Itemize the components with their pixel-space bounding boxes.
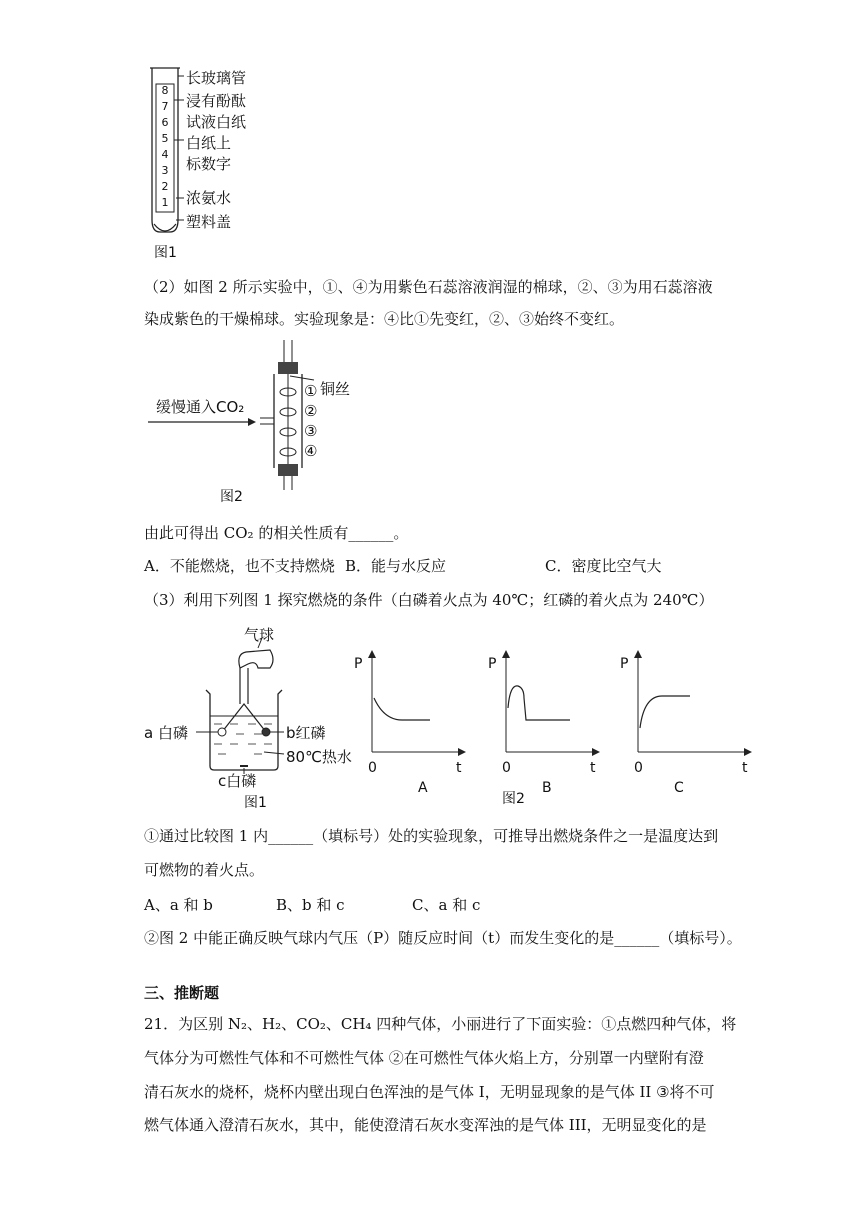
graph-c-y-label: P	[620, 656, 629, 672]
q2-line-1: （2）如图 2 所示实验中，①、④为用紫色石蕊溶液润湿的棉球，②、③为用石蕊溶液	[144, 278, 713, 296]
figure-caption: 图2	[220, 489, 243, 505]
q3-1-option-c: C、a 和 c	[412, 896, 481, 914]
tube-number: 3	[161, 164, 169, 177]
tube-number: 7	[161, 100, 169, 113]
copper-wire-label: 铜丝	[320, 380, 351, 398]
graph-b-label: B	[542, 780, 552, 796]
q3-2: ②图 2 中能正确反映气球内气压（P）随反应时间（t）而发生变化的是______（填标号）。	[144, 929, 742, 947]
q3-1-option-b: B、b 和 c	[276, 896, 345, 914]
ball-label-1: ①	[304, 382, 318, 400]
graph-c-origin: 0	[634, 760, 643, 776]
graph-a-x-label: t	[456, 760, 462, 776]
q2-option-b: B．能与水反应	[345, 557, 447, 575]
graph-a-origin: 0	[368, 760, 377, 776]
graph-a	[340, 648, 470, 798]
label-soaked: 浸有酚酞	[186, 92, 247, 110]
q2-option-c: C．密度比空气大	[545, 557, 662, 575]
graph-b-origin: 0	[502, 760, 511, 776]
tube-number: 6	[161, 116, 169, 129]
column-diagram	[144, 340, 384, 510]
q2-option-a: A．不能燃烧，也不支持燃烧	[144, 557, 335, 575]
hot-water-label: 80℃热水	[286, 748, 352, 766]
q3-1-line-2: 可燃物的着火点。	[144, 861, 265, 879]
section-heading: 三、推断题	[144, 984, 220, 1002]
label-paper: 试液白纸	[186, 113, 247, 131]
red-phosphorus-b-label: b红磷	[286, 724, 326, 742]
q21-line-1: 21．为区别 N₂、H₂、CO₂、CH₄ 四种气体，小丽进行了下面实验：①点燃四种气体，将	[144, 1015, 737, 1033]
label-white-paper: 白纸上	[186, 134, 232, 152]
graph-c	[606, 648, 756, 798]
figure-tube	[140, 60, 280, 260]
tube-number: 4	[161, 148, 169, 161]
q21-line-2: 气体分为可燃性气体和不可燃性气体 ②在可燃性气体火焰上方，分别罩一内壁附有澄	[144, 1049, 704, 1067]
balloon-label: 气球	[244, 626, 275, 644]
white-phosphorus-c-label: c白磷	[218, 772, 257, 790]
q2-conclusion: 由此可得出 CO₂ 的相关性质有______。	[144, 524, 409, 542]
label-ammonia: 浓氨水	[186, 189, 232, 207]
white-phosphorus-a-label: a 白磷	[144, 724, 188, 742]
tube-number: 8	[161, 84, 169, 97]
tube-number: 1	[161, 196, 169, 209]
graph-a-y-label: P	[354, 656, 363, 672]
ball-label-2: ②	[304, 402, 318, 420]
graph-c-label: C	[674, 780, 684, 796]
tube-number: 5	[161, 132, 169, 145]
q2-line-2: 染成紫色的干燥棉球。实验现象是：④比①先变红，②、③始终不变红。	[144, 310, 625, 328]
figure-column	[144, 340, 384, 510]
q21-line-4: 燃气体通入澄清石灰水，其中，能使澄清石灰水变浑浊的是气体 III，无明显变化的是	[144, 1116, 707, 1134]
inlet-label: 缓慢通入CO₂	[156, 398, 245, 416]
q3-1-option-a: A、a 和 b	[144, 896, 213, 914]
figure-beaker	[144, 624, 364, 814]
graph-b-x-label: t	[590, 760, 596, 776]
graph-b	[474, 648, 604, 807]
tube-number: 2	[161, 180, 169, 193]
label-cap: 塑料盖	[186, 213, 232, 231]
graph-a-label: A	[418, 780, 428, 796]
graph-b-y-label: P	[488, 656, 497, 672]
graph-c-x-label: t	[742, 760, 748, 776]
label-glass-tube: 长玻璃管	[186, 69, 247, 87]
figure-caption: 图1	[154, 245, 177, 261]
q3-1-line-1: ①通过比较图 1 内______（填标号）处的实验现象，可推导出燃烧条件之一是温度达到	[144, 827, 719, 845]
label-numbers: 标数字	[186, 155, 232, 173]
q3-intro: （3）利用下列图 1 探究燃烧的条件（白磷着火点为 40℃；红磷的着火点为 240℃）	[144, 591, 714, 609]
ball-label-4: ④	[304, 442, 318, 460]
figure-caption: 图2	[502, 791, 525, 807]
ball-label-3: ③	[304, 422, 318, 440]
q21-line-3: 清石灰水的烧杯，烧杯内壁出现白色浑浊的是气体 I，无明显现象的是气体 II ③将不可	[144, 1083, 715, 1101]
figure-caption: 图1	[244, 795, 267, 811]
graph-c-plot	[606, 648, 756, 798]
